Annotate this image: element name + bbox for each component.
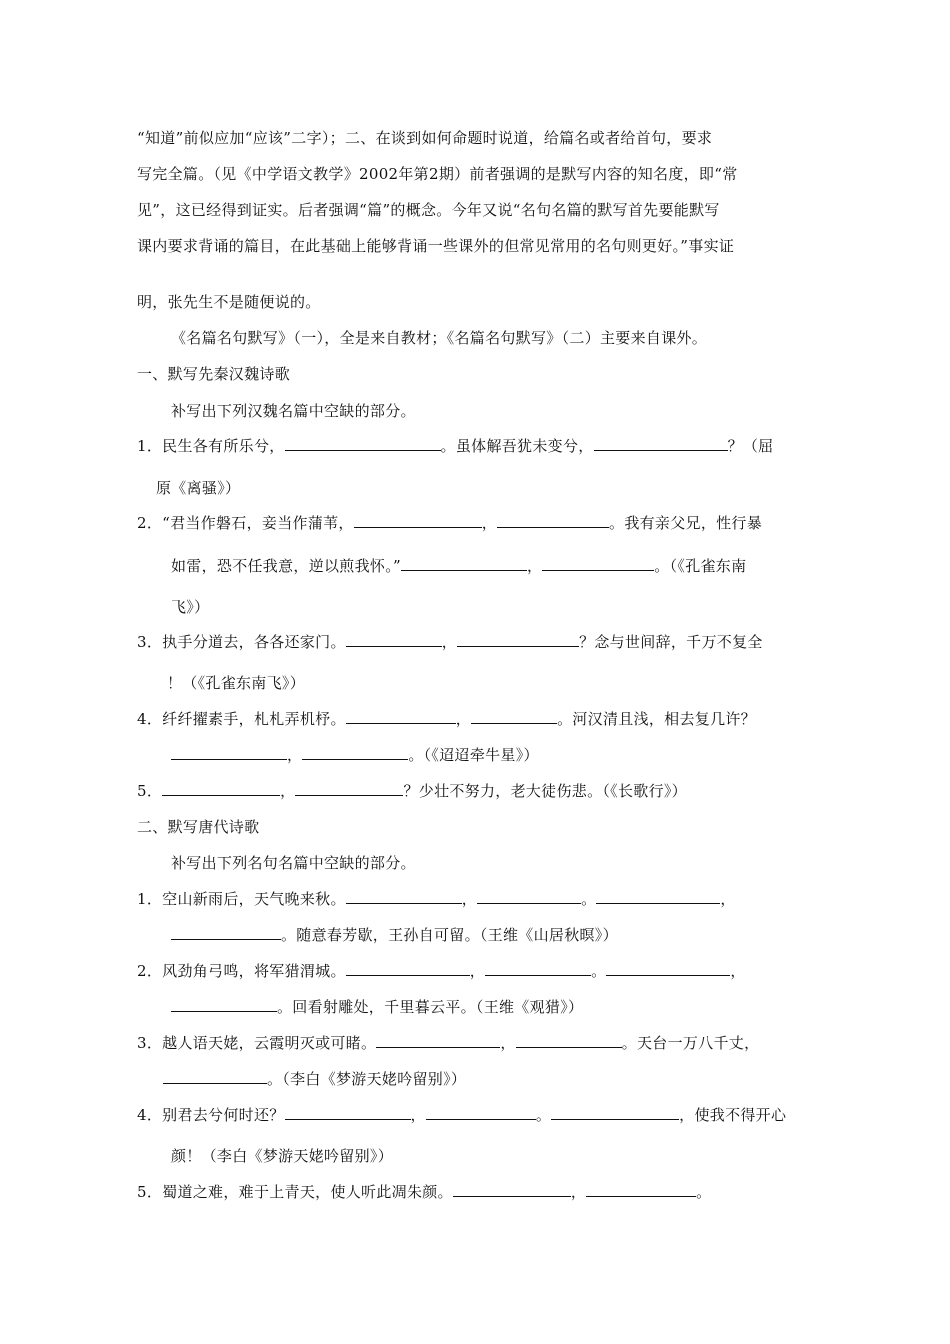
s1-question-3-cont: ！（《孔雀东南飞》） <box>167 674 306 692</box>
s2-question-2: 2．风劲角弓鸣，将军猎渭城。 ， 。 ， <box>137 962 746 980</box>
section-1-heading: 一、默写先秦汉魏诗歌 <box>137 365 291 383</box>
s1-question-3: 3．执手分道去，各各还家门。 ， ？念与世间辞，千万不复全 <box>137 633 763 651</box>
s1-question-2: 2．“君当作磐石，妾当作蒲苇， ， 。我有亲父兄，性行暴 <box>137 514 763 532</box>
intro-line-2: 写完全篇。（见《中学语文教学》2002年第2期）前者强调的是默写内容的知名度，即“常 <box>137 165 738 183</box>
answer-blank[interactable] <box>542 556 654 571</box>
answer-blank[interactable] <box>163 1069 267 1084</box>
section-1-instruction: 补写出下列汉魏名篇中空缺的部分。 <box>171 402 416 420</box>
answer-blank[interactable] <box>171 745 287 760</box>
section-2-heading: 二、默写唐代诗歌 <box>137 818 260 836</box>
answer-blank[interactable] <box>285 1105 411 1120</box>
answer-blank[interactable] <box>285 436 441 451</box>
answer-blank[interactable] <box>346 709 456 724</box>
s2-question-1: 1．空山新雨后，天气晚来秋。 ， 。 ， <box>137 890 736 908</box>
intro-line-5: 明，张先生不是随便说的。 <box>137 293 321 311</box>
s1-question-2-end: 飞》） <box>171 598 210 616</box>
answer-blank[interactable] <box>346 889 462 904</box>
answer-blank[interactable] <box>162 781 280 796</box>
intro-line-1: “知道”前似应加“应该”二字）；二、在谈到如何命题时说道，给篇名或者给首句，要求 <box>137 129 713 147</box>
s2-question-4: 4．别君去兮何时还？ ， 。 ，使我不得开心 <box>137 1106 787 1124</box>
answer-blank[interactable] <box>171 997 277 1012</box>
intro-line-4: 课内要求背诵的篇目，在此基础上能够背诵一些课外的但常见常用的名句则更好。”事实证 <box>137 237 735 255</box>
answer-blank[interactable] <box>426 1105 536 1120</box>
s1-question-2-cont: 如雷，恐不任我意，逆以煎我怀。” ， 。（《孔雀东南 <box>171 557 747 575</box>
answer-blank[interactable] <box>457 632 579 647</box>
answer-blank[interactable] <box>302 745 408 760</box>
answer-blank[interactable] <box>346 632 442 647</box>
s1-question-5: 5． ， ？少壮不努力，老大徒伤悲。（《长歌行》） <box>137 782 687 800</box>
answer-blank[interactable] <box>596 889 720 904</box>
answer-blank[interactable] <box>477 889 581 904</box>
answer-blank[interactable] <box>606 961 730 976</box>
s2-question-3-cont: 。（李白《梦游天姥吟留别》） <box>163 1069 466 1089</box>
answer-blank[interactable] <box>594 436 728 451</box>
s1-question-4-cont: ， 。（《迢迢牵牛星》） <box>171 745 539 765</box>
answer-blank[interactable] <box>471 709 557 724</box>
answer-blank[interactable] <box>376 1033 500 1048</box>
s1-question-4: 4．纤纤擢素手，札札弄机杼。 ， 。河汉清且浅，相去复几许？ <box>137 710 756 728</box>
answer-blank[interactable] <box>497 513 609 528</box>
answer-blank[interactable] <box>401 556 527 571</box>
answer-blank[interactable] <box>346 961 470 976</box>
section-2-instruction: 补写出下列名句名篇中空缺的部分。 <box>171 854 416 872</box>
answer-blank[interactable] <box>551 1105 679 1120</box>
answer-blank[interactable] <box>485 961 591 976</box>
s2-question-1-cont: 。随意春芳歇，王孙自可留。（王维《山居秋暝》） <box>171 925 618 945</box>
answer-blank[interactable] <box>171 925 281 940</box>
s2-question-2-cont: 。回看射雕处，千里暮云平。（王维《观猎》） <box>171 997 583 1017</box>
s2-question-5: 5．蜀道之难，难于上青天，使人听此凋朱颜。 ， 。 <box>137 1183 712 1201</box>
answer-blank[interactable] <box>586 1182 696 1197</box>
s2-question-4-cont: 颜！（李白《梦游天姥吟留别》） <box>171 1147 394 1165</box>
answer-blank[interactable] <box>295 781 403 796</box>
answer-blank[interactable] <box>516 1033 622 1048</box>
s1-question-1-cont: 原《离骚》） <box>156 479 241 497</box>
s1-question-1: 1．民生各有所乐兮， 。虽体解吾犹未变兮， ？（屈 <box>137 437 774 455</box>
intro-paragraph-2: 《名篇名句默写》（一），全是来自教材；《名篇名句默写》（二）主要来自课外。 <box>171 329 708 347</box>
intro-line-3: 见”，这已经得到证实。后者强调“篇”的概念。今年又说“名句名篇的默写首先要能默写 <box>137 201 720 219</box>
s2-question-3: 3．越人语天姥，云霞明灭或可睹。 ， 。天台一万八千丈， <box>137 1034 760 1052</box>
answer-blank[interactable] <box>354 513 482 528</box>
answer-blank[interactable] <box>453 1182 571 1197</box>
